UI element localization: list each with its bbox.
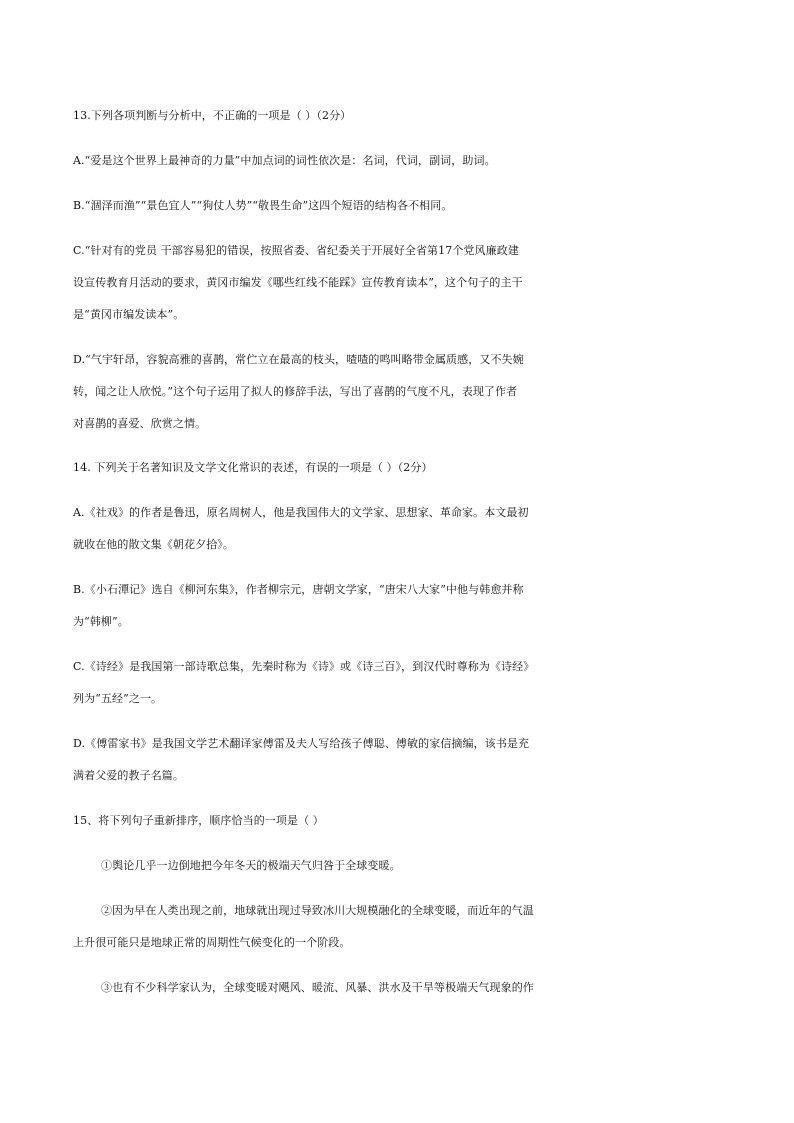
q14-option-a-line1: A.《社戏》的作者是鲁迅，原名周树人，他是我国伟大的文学家、思想家、革命家。本文最初	[73, 506, 529, 519]
q13-option-d-line1: D.“气宇轩昂，容貌高雅的喜鹊，常伫立在最高的枝头，喳喳的鸣叫略带金属质感，又不失婉	[73, 353, 524, 366]
q14-stem: 14. 下列关于名著知识及文学文化常识的表述，有误的一项是（ ）（2分）	[73, 461, 433, 474]
q14-option-d-line2: 满着父爱的教子名篇。	[73, 769, 184, 782]
q15-sentence-2-line1: ②因为早在人类出现之前，地球就出现过导致冰川大规模融化的全球变暖，而近年的气温	[101, 904, 534, 917]
q13-stem: 13.下列各项判断与分析中，不正确的一项是（ ）（2分）	[73, 109, 352, 122]
q13-option-c-line2: 设宣传教育月活动的要求，黄冈市编发《哪些红线不能踩》宣传教育读本”，这个句子的主干	[73, 276, 523, 289]
q14-option-c-line2: 列为“五经”之一。	[73, 692, 163, 705]
q15-stem: 15、将下列句子重新排序，顺序恰当的一项是（ ）	[73, 814, 324, 827]
q15-sentence-3-line1: ③也有不少科学家认为，全球变暖对飓风、暖流、风暴、洪水及干旱等极端天气现象的作	[101, 981, 534, 994]
q13-option-d-line2: 转，闻之让人欣悦。”这个句子运用了拟人的修辞手法，写出了喜鹊的气度不凡，表现了作者	[73, 385, 518, 398]
q13-option-c-line3: 是“黄冈市编发读本”。	[73, 308, 185, 321]
q13-option-b: B.“涸泽而渔”“景色宜人”“狗仗人势”“敬畏生命”这四个短语的结构各不相同。	[73, 199, 453, 212]
q14-option-a-line2: 就收在他的散文集《朝花夕拾》。	[73, 538, 234, 551]
q14-option-c-line1: C.《诗经》是我国第一部诗歌总集，先秦时称为《诗》或《诗三百》，到汉代时尊称为《诗经》	[73, 660, 535, 673]
q13-option-c-line1: C.“针对有的党员 干部容易犯的错误，按照省委、省纪委关于开展好全省第17个党风廉政建	[73, 244, 519, 257]
q15-sentence-1: ①舆论几乎一边倒地把今年冬天的极端天气归咎于全球变暖。	[101, 859, 401, 872]
q14-option-b-line2: 为“韩柳”。	[73, 615, 129, 628]
q13-option-d-line3: 对喜鹊的喜爱、欣赏之情。	[73, 417, 207, 430]
q13-option-a: A.“爱是这个世界上最神奇的力量”中加点词的词性依次是：名词，代词，副词，助词。	[73, 154, 496, 167]
q15-sentence-2-line2: 上升很可能只是地球正常的周期性气候变化的一个阶段。	[73, 936, 351, 949]
q14-option-d-line1: D.《傅雷家书》是我国文学艺术翻译家傅雷及夫人写给孩子傅聪、傅敏的家信摘编，该书是充	[73, 737, 530, 750]
q14-option-b-line1: B.《小石潭记》选自《柳河东集》，作者柳宗元，唐朝文学家，“唐宋八大家”中他与韩愈并称	[73, 583, 524, 596]
